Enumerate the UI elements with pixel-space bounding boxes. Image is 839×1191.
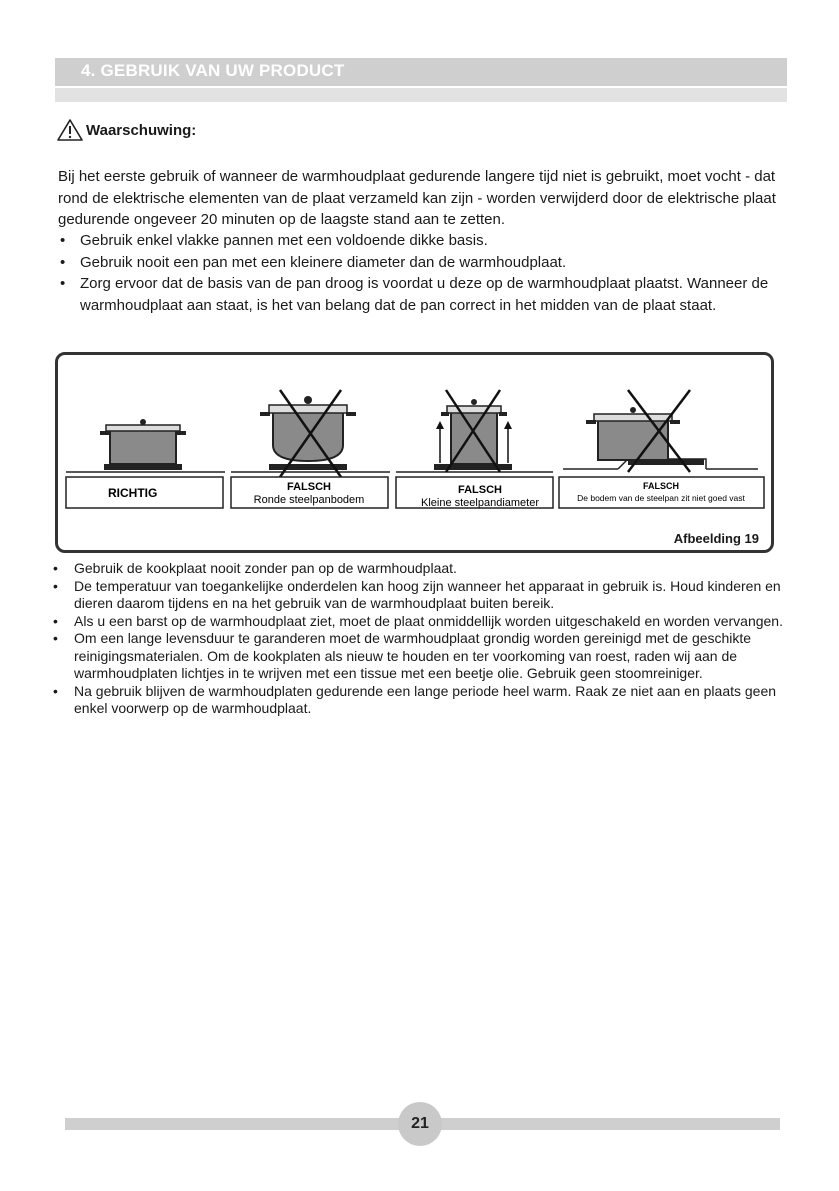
list-item: • Om een lange levensduur te garanderen moet de warmhoudplaat grondig worden gereinigd met de geschikte reinigingsmaterialen. Om de kookplaten als nieuw te houden en ter voorkoming van roest, raden wij aan de warmhoudplaten lichtjes in te wrijven met een tissue met een beetje olie. Gebruik geen stoomreiniger. [50, 630, 790, 683]
list-item: • Als u een barst op de warmhoudplaat ziet, moet de plaat onmiddellijk worden uitgeschakeld en worden vervangen. [50, 613, 790, 631]
panel-4-subtitle: De bodem van de steelpan zit niet goed vast [577, 493, 745, 503]
pan-placement-figure [55, 352, 774, 553]
warning-label: Waarschuwing: [86, 121, 197, 139]
panel-2-title: FALSCH [287, 481, 331, 493]
list-item: • Gebruik enkel vlakke pannen met een voldoende dikke basis. [58, 230, 788, 252]
pan-illustration [58, 355, 771, 550]
intro-bullet-list [58, 230, 788, 316]
list-item: • Gebruik nooit een pan met een kleinere diameter dan de warmhoudplaat. [58, 252, 788, 274]
list-item: • Gebruik de kookplaat nooit zonder pan op de warmhoudplaat. [50, 560, 790, 578]
warning-heading [57, 118, 196, 142]
intro-paragraph: Bij het eerste gebruik of wanneer de warmhoudplaat gedurende langere tijd niet is gebruikt, moet vocht - dat rond de elektrische elementen van de plaat verzameld kan zijn - worden verwijderd door de elektrische plaat gedurende ongeveer 20 minuten op de laagste stand aan te zetten. [58, 168, 776, 228]
pan-correct-illustration [66, 419, 225, 472]
figure-caption: Afbeelding 19 [673, 531, 759, 546]
panel-1-title: RICHTIG [108, 486, 158, 500]
list-item: • Na gebruik blijven de warmhoudplaten gedurende een lange periode heel warm. Raak ze niet aan en plaats geen enkel voorwerp op de warmhoudplaat. [50, 683, 790, 718]
section-divider-bar [55, 88, 787, 102]
panel-4-title: FALSCH [643, 481, 679, 491]
page-number-badge [398, 1102, 442, 1146]
list-item: • De temperatuur van toegankelijke onderdelen kan hoog zijn wanneer het apparaat in gebruik is. Houd kinderen en dieren daarom tijdens en na het gebruik van de warmhoudplaat buiten bereik. [50, 578, 790, 613]
panel-3-title: FALSCH [458, 484, 502, 496]
safety-bullet-list [50, 560, 790, 718]
panel-3-subtitle: Kleine steelpandiameter [420, 497, 540, 509]
pan-round-bottom-illustration [231, 390, 390, 477]
section-title: 4. GEBRUIK VAN UW PRODUCT [81, 61, 345, 80]
list-item: • Zorg ervoor dat de basis van de pan droog is voordat u deze op de warmhoudplaat plaatst. Wanneer de warmhoudplaat aan staat, is het van belang dat de pan correct in het midden van de plaat staat. [58, 273, 788, 316]
panel-2-subtitle: Ronde steelpanbodem [253, 494, 365, 506]
warning-triangle-icon [57, 119, 83, 141]
pan-small-diameter-illustration [396, 390, 553, 472]
pan-unstable-bottom-illustration [563, 390, 758, 472]
page-number: 21 [411, 1115, 429, 1132]
section-header [55, 58, 787, 86]
